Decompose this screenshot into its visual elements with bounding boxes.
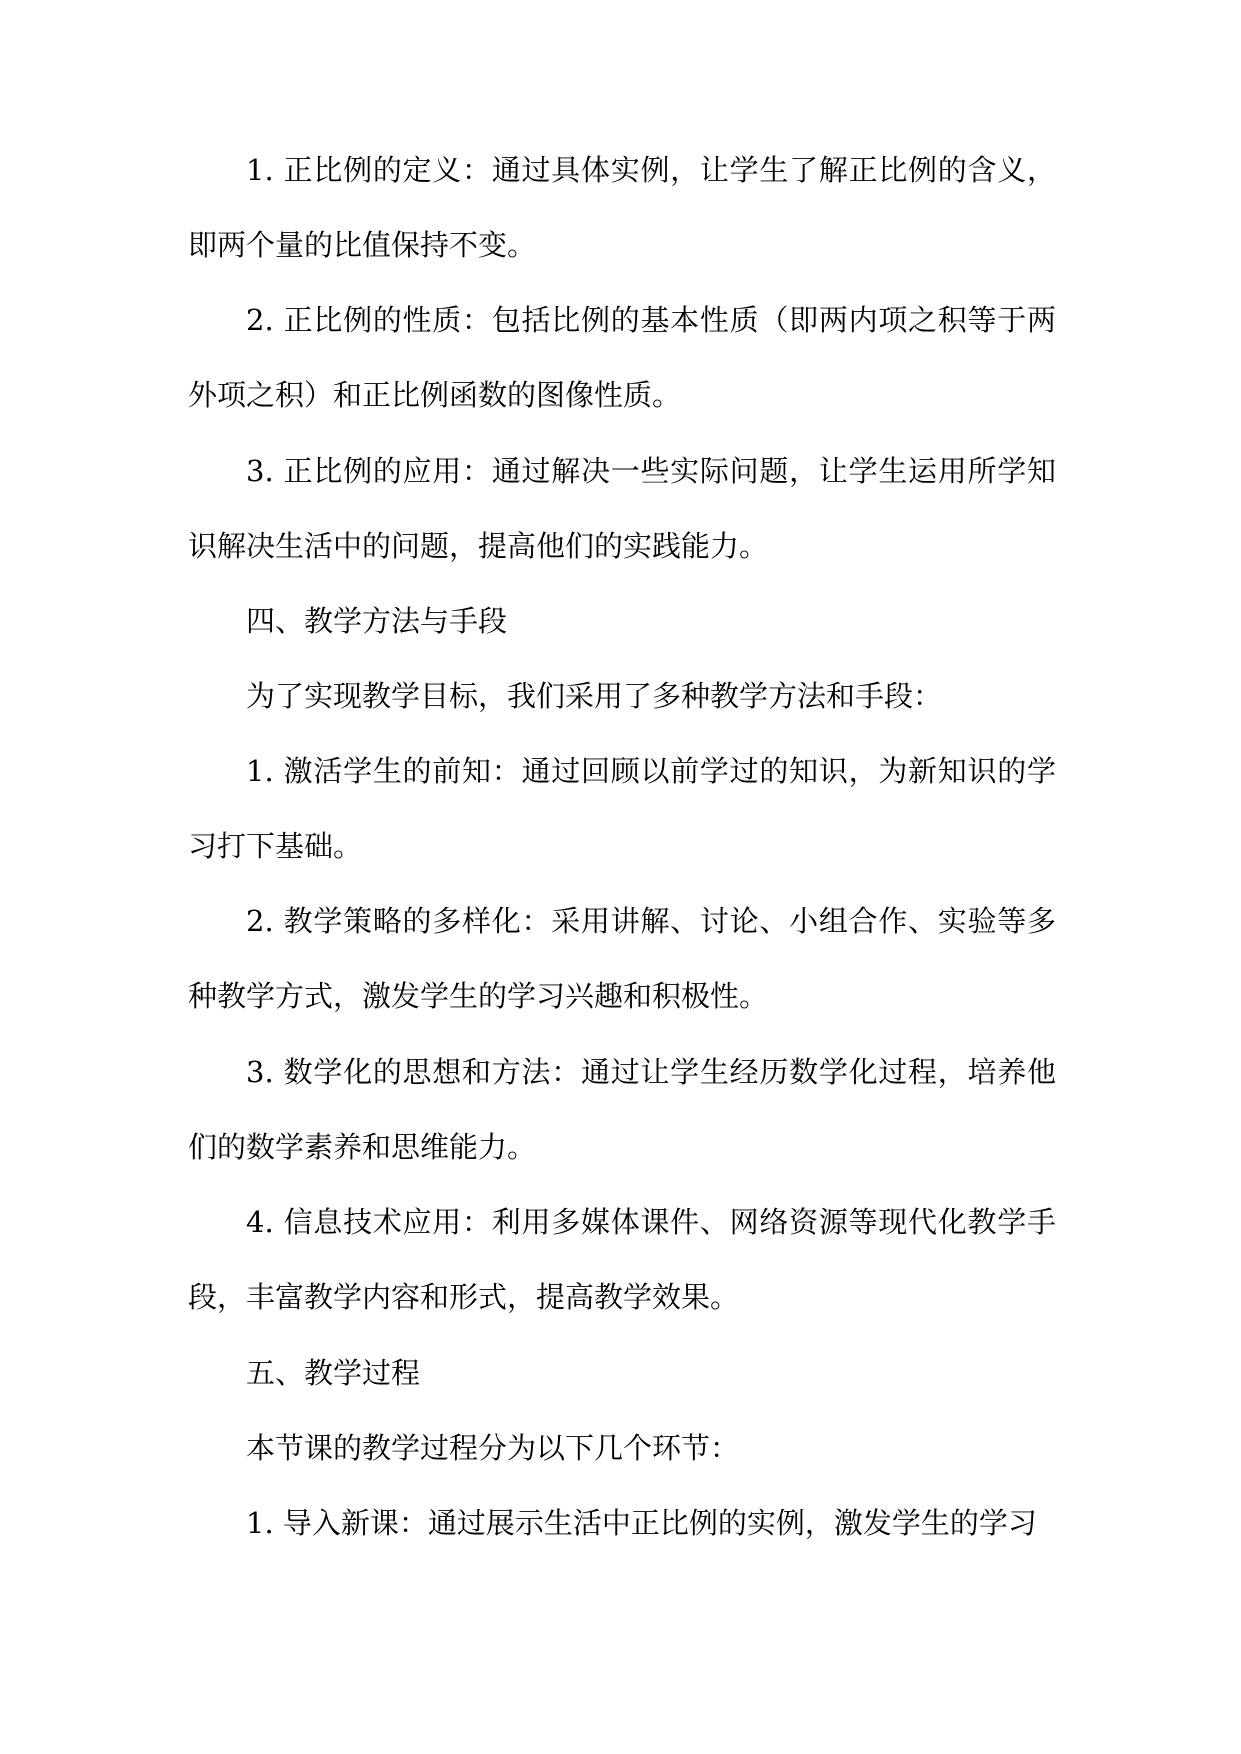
methods-intro-paragraph: 为了实现教学目标，我们采用了多种教学方法和手段： bbox=[246, 679, 943, 713]
list-item-applications: 3. 正比例的应用：通过解决一些实际问题，让学生运用所学知识解决生活中的问题，提高他们的实践能力。 bbox=[188, 454, 1056, 563]
list-item-properties: 2. 正比例的性质：包括比例的基本性质（即两内项之积等于两外项之积）和正比例函数的图像性质。 bbox=[188, 303, 1056, 412]
list-item-definition: 1. 正比例的定义：通过具体实例，让学生了解正比例的含义，即两个量的比值保持不变。 bbox=[188, 153, 1056, 262]
process-intro-paragraph: 本节课的教学过程分为以下几个环节： bbox=[246, 1431, 740, 1465]
list-item-introduction: 1. 导入新课：通过展示生活中正比例的实例，激发学生的学习 bbox=[246, 1506, 1037, 1540]
section-heading-methods: 四、教学方法与手段 bbox=[246, 604, 508, 638]
list-item-strategies: 2. 教学策略的多样化：采用讲解、讨论、小组合作、实验等多种教学方式，激发学生的学习兴趣和积极性。 bbox=[188, 904, 1056, 1013]
list-item-prior-knowledge: 1. 激活学生的前知：通过回顾以前学过的知识，为新知识的学习打下基础。 bbox=[188, 754, 1056, 863]
section-heading-process: 五、教学过程 bbox=[246, 1356, 421, 1390]
list-item-mathematization: 3. 数学化的思想和方法：通过让学生经历数学化过程，培养他们的数学素养和思维能力。 bbox=[188, 1055, 1056, 1164]
list-item-it-application: 4. 信息技术应用：利用多媒体课件、网络资源等现代化教学手段，丰富教学内容和形式，提高教学效果。 bbox=[188, 1205, 1056, 1314]
